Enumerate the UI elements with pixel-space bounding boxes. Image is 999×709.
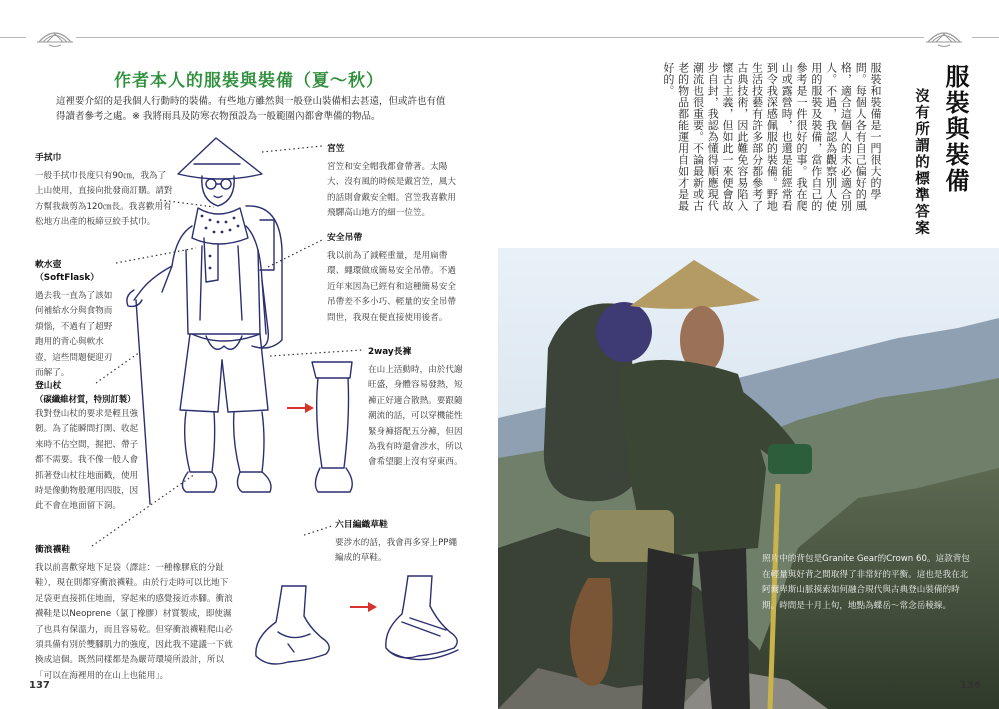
arrow-icon-sandal <box>350 601 378 613</box>
pants-text: 在山上活動時，由於代謝旺盛，身體容易發熱，短褲正好適合散熱。要跟隨潮流的話，可以穿機能性緊身褲搭配五分褲，但因為我有時還會涉水，所以會希望腿上沒有穿東西。 <box>368 365 463 468</box>
ornament-emblem-right <box>926 26 962 48</box>
section-title: 服裝與裝備 <box>941 64 969 194</box>
arrow-icon-pants <box>287 402 315 414</box>
pants-heading: 2way長褲 <box>368 347 412 357</box>
tabi-heading: 衝浪襪鞋 <box>35 545 71 555</box>
hat-heading: 宮笠 <box>327 144 345 154</box>
section-body: 服裝和裝備是一門很大的學問。每個人各有自己偏好的風格，適合這個人的未必適合別人。不過，我認為觀察別人使用的服裝及裝備，當作自己的參考是一件很好的事。我在爬山或露營時，也還是能經常看到令我深感佩服的裝備。野地生活技藝有許多部分都參考了古典技術，因此難免容易陷入懷古主義，但如此一來便會故步自封，我認為懂得順應現代潮流也很重要。不論最新或古老的物品都能運用自如才是最好的。 <box>661 62 882 212</box>
harness-text: 我以前為了減輕重量，是用扁帶環、繩環做成簡易安全吊帶。不過近年來因為已經有和這種簡易安全吊帶差不多小巧、輕量的安全吊帶問世，我現在便直接使用後者。 <box>327 251 456 323</box>
page-title: 作者本人的服裝與裝備（夏～秋） <box>114 71 384 91</box>
sandals-text: 要涉水的話，我會再多穿上PP繩編成的草鞋。 <box>335 538 458 564</box>
leg-detail-illustration <box>308 358 360 502</box>
hiker-illustration <box>110 120 310 520</box>
towel-heading: 手拭巾 <box>35 153 62 163</box>
page-number-right: 136 <box>960 680 981 691</box>
cane-heading: 登山杖 <box>35 381 62 391</box>
hiker-photo <box>498 248 999 709</box>
hat-text: 宮笠和安全帽我都會帶著。太陽大、沒有風的時候是戴宮笠，風大的話則會戴安全帽。宮笠我喜歡用飛驒高山地方的細一位笠。 <box>327 162 456 219</box>
page-number-left: 137 <box>29 680 50 691</box>
cane-text: 我對登山杖的要求是輕且強韌。為了能瞬間打開、收起來時不佔空間，握把、帶子都不需要。我不像一般人會抓著登山杖往地面戳，使用時是像動物般運用四肢，因此不會在地面留下洞。 <box>35 409 139 512</box>
leader-sandals <box>304 526 332 535</box>
photo-caption: 照片中的背包是Granite Gear的Crown 60。這款背包在輕量與好背之間取得了非常好的平衡。這也是我在北阿爾卑斯山脈摸索如何融合現代與古典登山裝備的時期。時間是十月上旬，地點為蝶岳～常念岳稜線。 <box>762 554 970 611</box>
softflask-heading: 軟水壺（SoftFlask） <box>35 260 100 283</box>
header-rule-right <box>972 37 999 38</box>
section-subtitle: 沒有所謂的標準答案 <box>913 88 929 237</box>
harness-heading: 安全吊帶 <box>327 233 363 243</box>
softflask-text: 過去我一直為了該如何補給水分與食物而煩惱，不過有了超野跑用的背心與軟水壺，這些問題便迎刃而解了。 <box>35 291 113 379</box>
tabi-text: 我以前喜歡穿地下足袋（譯註：一種橡膠底的分趾鞋），現在則都穿衝浪襪鞋。由於行走時可以比地下足袋更直接抓住地面，穿起來的感覺接近赤腳。衝浪襪鞋是以Neoprene（氯丁橡膠）材質製成，即使濕了也具有保溫力，而且容易乾。但穿衝浪襪鞋爬山必須具備有別於雙腳肌力的強度，因此我不建議一下就換成這個。既然同樣都是為嚴苛環境所設計，所以「可以在海裡用的在山上也能用」。 <box>35 563 233 681</box>
towel-text: 一般手拭巾長度只有90㎝，我為了上山使用，直接向批發商訂購。請對方幫我裁剪為120㎝長。我喜歡用有松地方出產的板締豆絞手拭巾。 <box>35 171 173 228</box>
cane-subheading: （碳纖維材質，特別訂製） <box>35 394 136 404</box>
intro-paragraph: 這裡要介紹的是我個人行動時的裝備。有些地方雖然與一般登山裝備相去甚遠，但或許也有值得讀者參考之處。※ 我將雨具及防寒衣物預設為一般範圍內都會準備的物品。 <box>56 96 446 122</box>
sandals-heading: 六目編織草鞋 <box>335 520 388 530</box>
sandal-illustration <box>380 572 464 670</box>
tabi-shoe-illustration <box>248 582 336 670</box>
